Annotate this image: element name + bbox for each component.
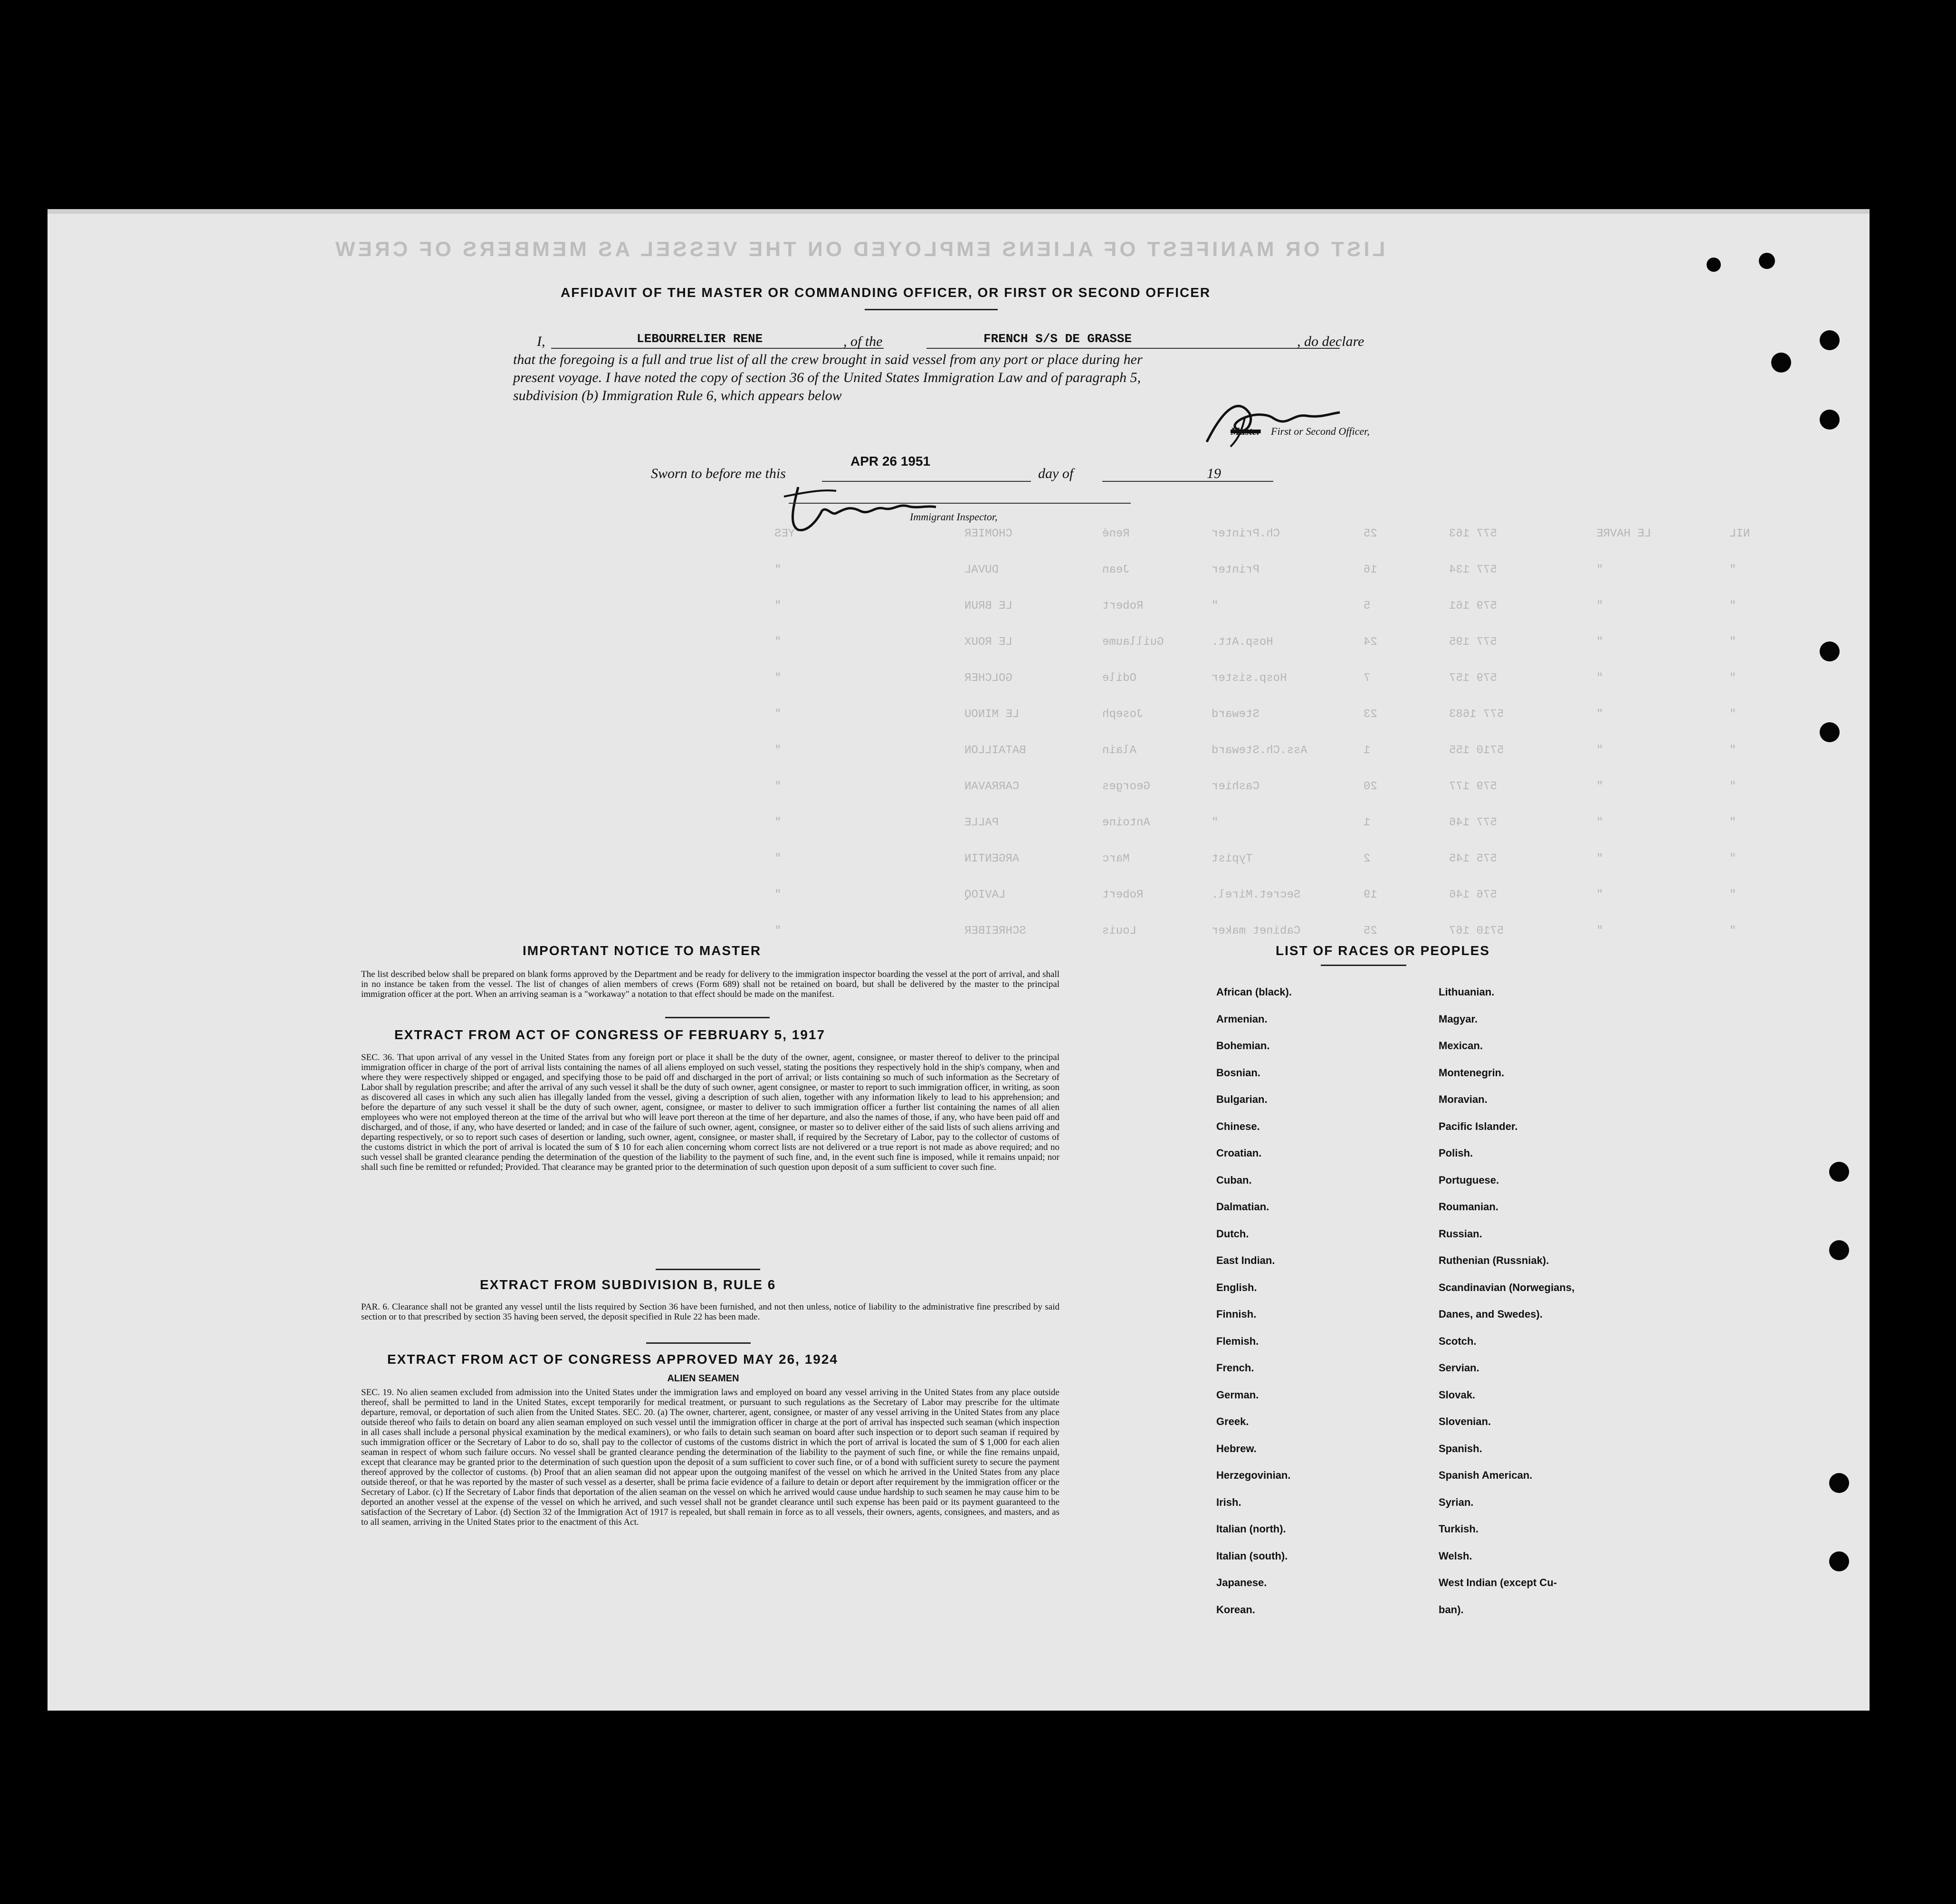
race-item: Hebrew. [1216,1442,1257,1454]
bleed-through-cell: LE ROUX [964,636,1012,649]
bleed-through-cell: LE BRUN [964,600,1012,612]
race-item: Armenian. [1216,1013,1268,1025]
bleed-through-row [48,672,1870,686]
bleed-through-cell: 5 [1364,600,1371,612]
bleed-through-cell: " [1596,636,1603,649]
race-item: Chinese. [1216,1120,1260,1132]
race-item: Bulgarian. [1216,1093,1268,1105]
race-item: Italian (south). [1216,1550,1288,1562]
bleed-through-cell: " [1729,600,1737,612]
race-item: English. [1216,1281,1257,1293]
bleed-through-cell: 579 177 [1449,780,1497,793]
extract-1924-title: EXTRACT FROM ACT OF CONGRESS APPROVED MAY 26, 1924 [387,1352,838,1367]
bleed-through-cell: " [774,600,782,612]
race-item: Welsh. [1439,1550,1472,1562]
bleed-through-cell: Alain [1102,744,1137,757]
bleed-through-row [48,780,1870,794]
bleed-through-cell: GOLCHER [964,672,1012,685]
race-item: Spanish American. [1439,1469,1533,1481]
extract-1917-title: EXTRACT FROM ACT OF CONGRESS OF FEBRUARY 5, 1917 [394,1027,826,1042]
bleed-through-cell: 577 195 [1449,636,1497,649]
bleed-through-cell: Typist [1212,852,1253,865]
race-item: Bohemian. [1216,1040,1270,1052]
race-item: Turkish. [1439,1523,1479,1535]
i-label: I, [537,334,545,349]
sworn-label: Sworn to before me this [651,466,786,481]
rule6-title: EXTRACT FROM SUBDIVISION B, RULE 6 [480,1277,776,1292]
bleed-through-cell: Cashier [1212,780,1259,793]
inspector-caption: Immigrant Inspector, [910,511,998,523]
bleed-through-cell: ARGENTIN [964,852,1020,865]
bleed-through-row [48,708,1870,722]
punch-hole [1829,1551,1849,1571]
affidavit-line-4: subdivision (b) Immigration Rule 6, which appears below [513,388,842,403]
race-item: East Indian. [1216,1254,1275,1266]
bleed-through-cell: Antoine [1102,816,1150,829]
notice-text: The list described below shall be prepared on blank forms approved by the Department and be ready for delivery to the immigration inspector boarding the vessel at the port of arrival, and shall in no instance be taken from the vessel. The list of changes of alien members of crews (Form 689) shall not be retained on board, but shall be delivered by the master to the principal immigration officer at the port. When an arriving seaman is a "workaway" a notation to that effect should be made on the manifest. [361,969,1059,999]
bleed-through-cell: René [1102,527,1130,540]
officer-signature [1197,394,1349,451]
officer-name: LEBOURRELIER RENE [637,332,763,346]
bleed-through-cell: Robert [1102,889,1144,901]
bleed-through-cell: Louis [1102,925,1137,938]
punch-hole [1820,330,1840,350]
bleed-through-row [48,852,1870,867]
title-rule [865,309,998,310]
stamp-date: APR 26 1951 [850,454,931,469]
bleed-through-cell: LE MINOU [964,708,1020,721]
race-item: Herzegovinian. [1216,1469,1291,1481]
bleed-through-cell: Guillaume [1102,636,1164,649]
race-item: ban). [1439,1603,1464,1616]
bleed-through-cell: " [1212,600,1219,612]
bleed-through-cell: " [1596,600,1603,612]
race-item: Scandinavian (Norwegians, [1439,1281,1575,1293]
bleed-through-cell: 577 1683 [1449,708,1504,721]
race-item: Flemish. [1216,1335,1259,1347]
race-item: Dutch. [1216,1227,1249,1240]
race-item: Croatian. [1216,1147,1262,1159]
bleed-through-row [48,889,1870,903]
race-item: Italian (north). [1216,1523,1286,1535]
race-item: Greek. [1216,1416,1249,1427]
bleed-through-header: LIST OR MANIFEST OF ALIENS EMPLOYED ON THE VESSEL AS MEMBERS OF CREW [333,238,1385,261]
race-item: French. [1216,1362,1254,1374]
bleed-through-cell: " [1729,636,1737,649]
inspector-blank [789,503,1131,504]
race-item: Danes, and Swedes). [1439,1308,1543,1320]
race-item: Russian. [1439,1227,1482,1240]
bleed-through-cell: Secret.Mirel. [1212,889,1301,901]
race-item: Bosnian. [1216,1066,1260,1079]
punch-hole [1829,1240,1849,1260]
race-item: Moravian. [1439,1093,1488,1105]
extract-1917-text: SEC. 36. That upon arrival of any vessel in the United States from any foreign port or place it shall be the duty of the owner, agent, consignee, or master thereof to deliver to the principal immigration officer in charge of the port of arrival lists containing the names of all aliens employed on such vessel, stating the positions they respectively hold in the ship's company, when and where they were respectively shipped or engaged, and specifying those to be paid off and discharged in the port of arrival; or lists containing so much of such information as the Secretary of Labor shall by regulation prescribe; and after the arrival of any such vessel it shall be the duty of such owner, agent consignee, or master to report to such immigration officer, in writing, as soon as discovered all cases in which any such alien has illegally landed from the vessel, giving a description of such alien, together with any information likely to lead to his apprehension; and before the departure of any such vessel it shall be the duty of such owner, agent, consignee, or master to deliver to such immigration officer a further list containing the names of all alien employees who were not employed thereon at the time of the arrival but who will leave port thereon at the time of her departure, and also the names of those, if any, who have been paid off and discharged, and of those, if any, who have deserted or landed; and in case of the failure of such owner, agent, consignee, or master so to deliver either of the said lists of such aliens arriving and departing respectively, or so to report such cases of desertion or landing, such owner, agent, consignee, or master shall, if required by the Secretary of Labor, pay to the collector of customs of the customs district in which the port of arrival is located the sum of $ 10 for each alien concerning whom correct lists are not delivered or a true report is not made as above required; and no such vessel shall be granted clearance pending the determination of the question of the liability to the payment of such fine, and, in the event such fine is imposed, while it remains unpaid; nor shall such fine be remitted or refunded; Provided. That clearance may be granted prior to the determination of such question upon deposit of a sum sufficient to cover such fine. [361,1052,1059,1172]
document-sheet [48,209,1870,1711]
rule6-text: PAR. 6. Clearance shall not be granted any vessel until the lists required by Section 36 have been furnished, and not then unless, notice of liability to the administrative fine prescribed by said section or to that prescribed by section 35 having been served, the deposit specified in Rule 22 has been made. [361,1302,1059,1322]
bleed-through-cell: 5710 155 [1449,744,1504,757]
year-prefix: 19 [1207,466,1221,481]
bleed-through-cell: 1 [1364,816,1371,829]
bleed-through-cell: " [1596,744,1603,757]
bleed-through-cell: " [1596,852,1603,865]
bleed-through-cell: " [1729,564,1737,576]
punch-hole [1829,1473,1849,1493]
bleed-through-cell: " [1729,889,1737,901]
bleed-through-cell: " [774,636,782,649]
race-item: Irish. [1216,1496,1241,1508]
race-item: Servian. [1439,1362,1479,1374]
bleed-through-cell: 20 [1364,780,1377,793]
bleed-through-cell: 576 146 [1449,889,1497,901]
bleed-through-cell: CARRAVAN [964,780,1020,793]
race-item: Spanish. [1439,1442,1482,1454]
bleed-through-cell: 7 [1364,672,1371,685]
bleed-through-cell: PALLE [964,816,999,829]
day-of-label: day of [1038,466,1074,481]
punch-hole [1771,353,1791,373]
section-rule [646,1342,751,1344]
race-item: African (black). [1216,986,1292,998]
bleed-through-cell: " [774,780,782,793]
name-blank [551,348,884,349]
race-item: Montenegrin. [1439,1066,1505,1079]
bleed-through-cell: Steward [1212,708,1259,721]
bleed-through-cell: " [1729,672,1737,685]
race-item: Syrian. [1439,1496,1474,1508]
bleed-through-cell: " [774,564,782,576]
section-rule [665,1017,770,1018]
bleed-through-cell: " [774,744,782,757]
punch-hole [1820,410,1840,430]
bleed-through-cell: 577 146 [1449,816,1497,829]
race-item: Slovak. [1439,1388,1476,1401]
bleed-through-cell: " [774,852,782,865]
month-blank [1102,481,1273,482]
race-item: Magyar. [1439,1013,1478,1025]
bleed-through-cell: 19 [1364,889,1377,901]
bleed-through-cell: Ch.Printer [1212,527,1280,540]
race-item: Pacific Islander. [1439,1120,1518,1132]
vessel-name: FRENCH S/S DE GRASSE [983,332,1132,346]
races-rule [1321,965,1406,966]
affidavit-line-3: present voyage. I have noted the copy of section 36 of the United States Immigration Law and of paragraph 5, [513,370,1141,385]
notice-title: IMPORTANT NOTICE TO MASTER [523,943,762,958]
bleed-through-row [48,816,1870,831]
bleed-through-cell: " [1212,816,1219,829]
bleed-through-cell: BATAILLON [964,744,1026,757]
bleed-through-cell: " [1596,564,1603,576]
bleed-through-cell: LAVIOQ [964,889,1006,901]
race-item: Slovenian. [1439,1416,1491,1427]
bleed-through-cell: SCHREIBER [964,925,1026,938]
bleed-through-cell: Georges [1102,780,1150,793]
bleed-through-cell: " [774,889,782,901]
bleed-through-cell: 23 [1364,708,1377,721]
officer-struck-master: Master [1231,425,1261,437]
bleed-through-cell: " [1729,744,1737,757]
race-item: Finnish. [1216,1308,1257,1320]
bleed-through-row [48,527,1870,542]
bleed-through-cell: Marc [1102,852,1130,865]
bleed-through-cell: " [1596,780,1603,793]
officer-caption: First or Second Officer, [1271,425,1370,437]
race-item: Lithuanian. [1439,986,1495,998]
bleed-through-row [48,744,1870,758]
bleed-through-cell: " [1596,708,1603,721]
race-item: Korean. [1216,1603,1255,1616]
punch-hole [1707,258,1721,272]
bleed-through-cell: Robert [1102,600,1144,612]
bleed-through-cell: 579 161 [1449,600,1497,612]
bleed-through-cell: " [1596,816,1603,829]
race-item: Japanese. [1216,1577,1267,1588]
race-item: Polish. [1439,1147,1473,1159]
do-declare-label: , do declare [1297,334,1364,349]
bleed-through-cell: 25 [1364,527,1377,540]
bleed-through-cell: " [1596,672,1603,685]
vessel-blank [926,348,1340,349]
bleed-through-cell: " [1729,780,1737,793]
bleed-through-cell: " [1596,889,1603,901]
bleed-through-cell: 24 [1364,636,1377,649]
bleed-through-cell: 577 134 [1449,564,1497,576]
bleed-through-cell: Joseph [1102,708,1144,721]
section-rule [656,1269,760,1270]
bleed-through-cell: " [774,672,782,685]
extract-1924-text: SEC. 19. No alien seamen excluded from admission into the United States under the immigration laws and employed on board any vessel arriving in the United States from any place outside thereof, shall be permitted to land in the United States, except temporarily for medical treatment, or pursuant to such regulations as the Secretary of Labor may prescribe for the ultimate departure, removal, or deportation of such alien from the United States. SEC. 20. (a) The owner, charterer, agent, consignee, or master of any vessel arriving in the United States from any place outside thereof who fails to detain on board any alien seaman employed on such vessel until the immigration officer in charge at the port of arrival has inspected such seaman (which inspection in all cases shall include a personal physical examination by the medical examiners), or who fails to detain such seaman on board after such inspection or to deport such seaman if required by such immigration officer or the Secretary of Labor to do so, shall pay to the collector of customs of the customs district in which the port of arrival is located the sum of $ 1,000 for each alien seaman in respect of whom such failure occurs. No vessel shall be granted clearance pending the determination of the liability to the payment of such fine, or while the fine remains unpaid, except that clearance may be granted prior to the determination of such question upon the deposit of a sum sufficient to cover such fine, or of a bond with sufficient surety to secure the payment thereof approved by the collector of customs. (b) Proof that an alien seaman did not appear upon the outgoing manifest of the vessel on which he arrived in the United States from any place outside thereof, or that he was reported by the master of such vessel as a deserter, shall be prima facie evidence of a failure to detain or deport after requirement by the immigration officer or the Secretary of Labor. (c) If the Secretary of Labor finds that deportation of the alien seaman on the vessel on which he arrived would cause undue hardship to such seamen he may cause him to be deported an another vessel at the expense of the vessel on which he arrived, and such vessel shall not be grandet clearance until such expense has been paid or its payment guaranteed to the satisfaction of the Secretary of Labor. (d) Section 32 of the Immigration Act of 1917 is repealed, but shall remain in force as to all vessels, their owners, agents, consignees, and masters, and as to all seamen, arriving in the United States prior to the enactment of this Act. [361,1387,1059,1527]
bleed-through-cell: " [1729,925,1737,938]
bleed-through-cell: DUVAL [964,564,999,576]
bleed-through-cell: LE HAVRE [1596,527,1651,540]
race-item: Mexican. [1439,1040,1483,1052]
bleed-through-cell: 575 145 [1449,852,1497,865]
bleed-through-row [48,636,1870,650]
extract-1924-subtitle: ALIEN SEAMEN [667,1373,739,1384]
bleed-through-row [48,564,1870,578]
bleed-through-cell: 2 [1364,852,1371,865]
race-item: Dalmatian. [1216,1201,1269,1213]
bleed-through-cell: NIL [1729,527,1750,540]
bleed-through-cell: YES [774,527,795,540]
bleed-through-cell: 25 [1364,925,1377,938]
bleed-through-cell: 577 163 [1449,527,1497,540]
bleed-through-cell: 16 [1364,564,1377,576]
affidavit-line-2: that the foregoing is a full and true list of all the crew brought in said vessel from any port or place during her [513,352,1143,367]
of-the-label: , of the [843,334,883,349]
bleed-through-cell: CHOMIER [964,527,1012,540]
bleed-through-row [48,925,1870,939]
race-item: West Indian (except Cu- [1439,1577,1557,1588]
bleed-through-cell: Cabinet maker [1212,925,1301,938]
bleed-through-cell: " [774,816,782,829]
bleed-through-cell: 5710 167 [1449,925,1504,938]
bleed-through-cell: 1 [1364,744,1371,757]
bleed-through-cell: " [774,708,782,721]
race-item: Cuban. [1216,1174,1252,1186]
punch-hole [1759,253,1775,269]
bleed-through-cell: " [1729,816,1737,829]
race-item: Scotch. [1439,1335,1477,1347]
bleed-through-cell: Hosp.Att. [1212,636,1273,649]
bleed-through-cell: 579 157 [1449,672,1497,685]
race-item: Roumanian. [1439,1201,1498,1213]
race-item: German. [1216,1388,1259,1401]
race-item: Portuguese. [1439,1174,1499,1186]
bleed-through-cell: " [774,925,782,938]
bleed-through-cell: Hosp.sister [1212,672,1287,685]
bleed-through-cell: Jean [1102,564,1130,576]
bleed-through-cell: " [1596,925,1603,938]
affidavit-title: AFFIDAVIT OF THE MASTER OR COMMANDING OFFICER, OR FIRST OR SECOND OFFICER [561,285,1211,300]
bleed-through-cell: Ass.Ch.Steward [1212,744,1307,757]
bleed-through-cell: Printer [1212,564,1259,576]
bleed-through-row [48,600,1870,614]
race-item: Ruthenian (Russniak). [1439,1254,1549,1266]
races-title: LIST OF RACES OR PEOPLES [1276,943,1490,958]
bleed-through-cell: Odile [1102,672,1137,685]
bleed-through-cell: " [1729,852,1737,865]
bleed-through-cell: " [1729,708,1737,721]
